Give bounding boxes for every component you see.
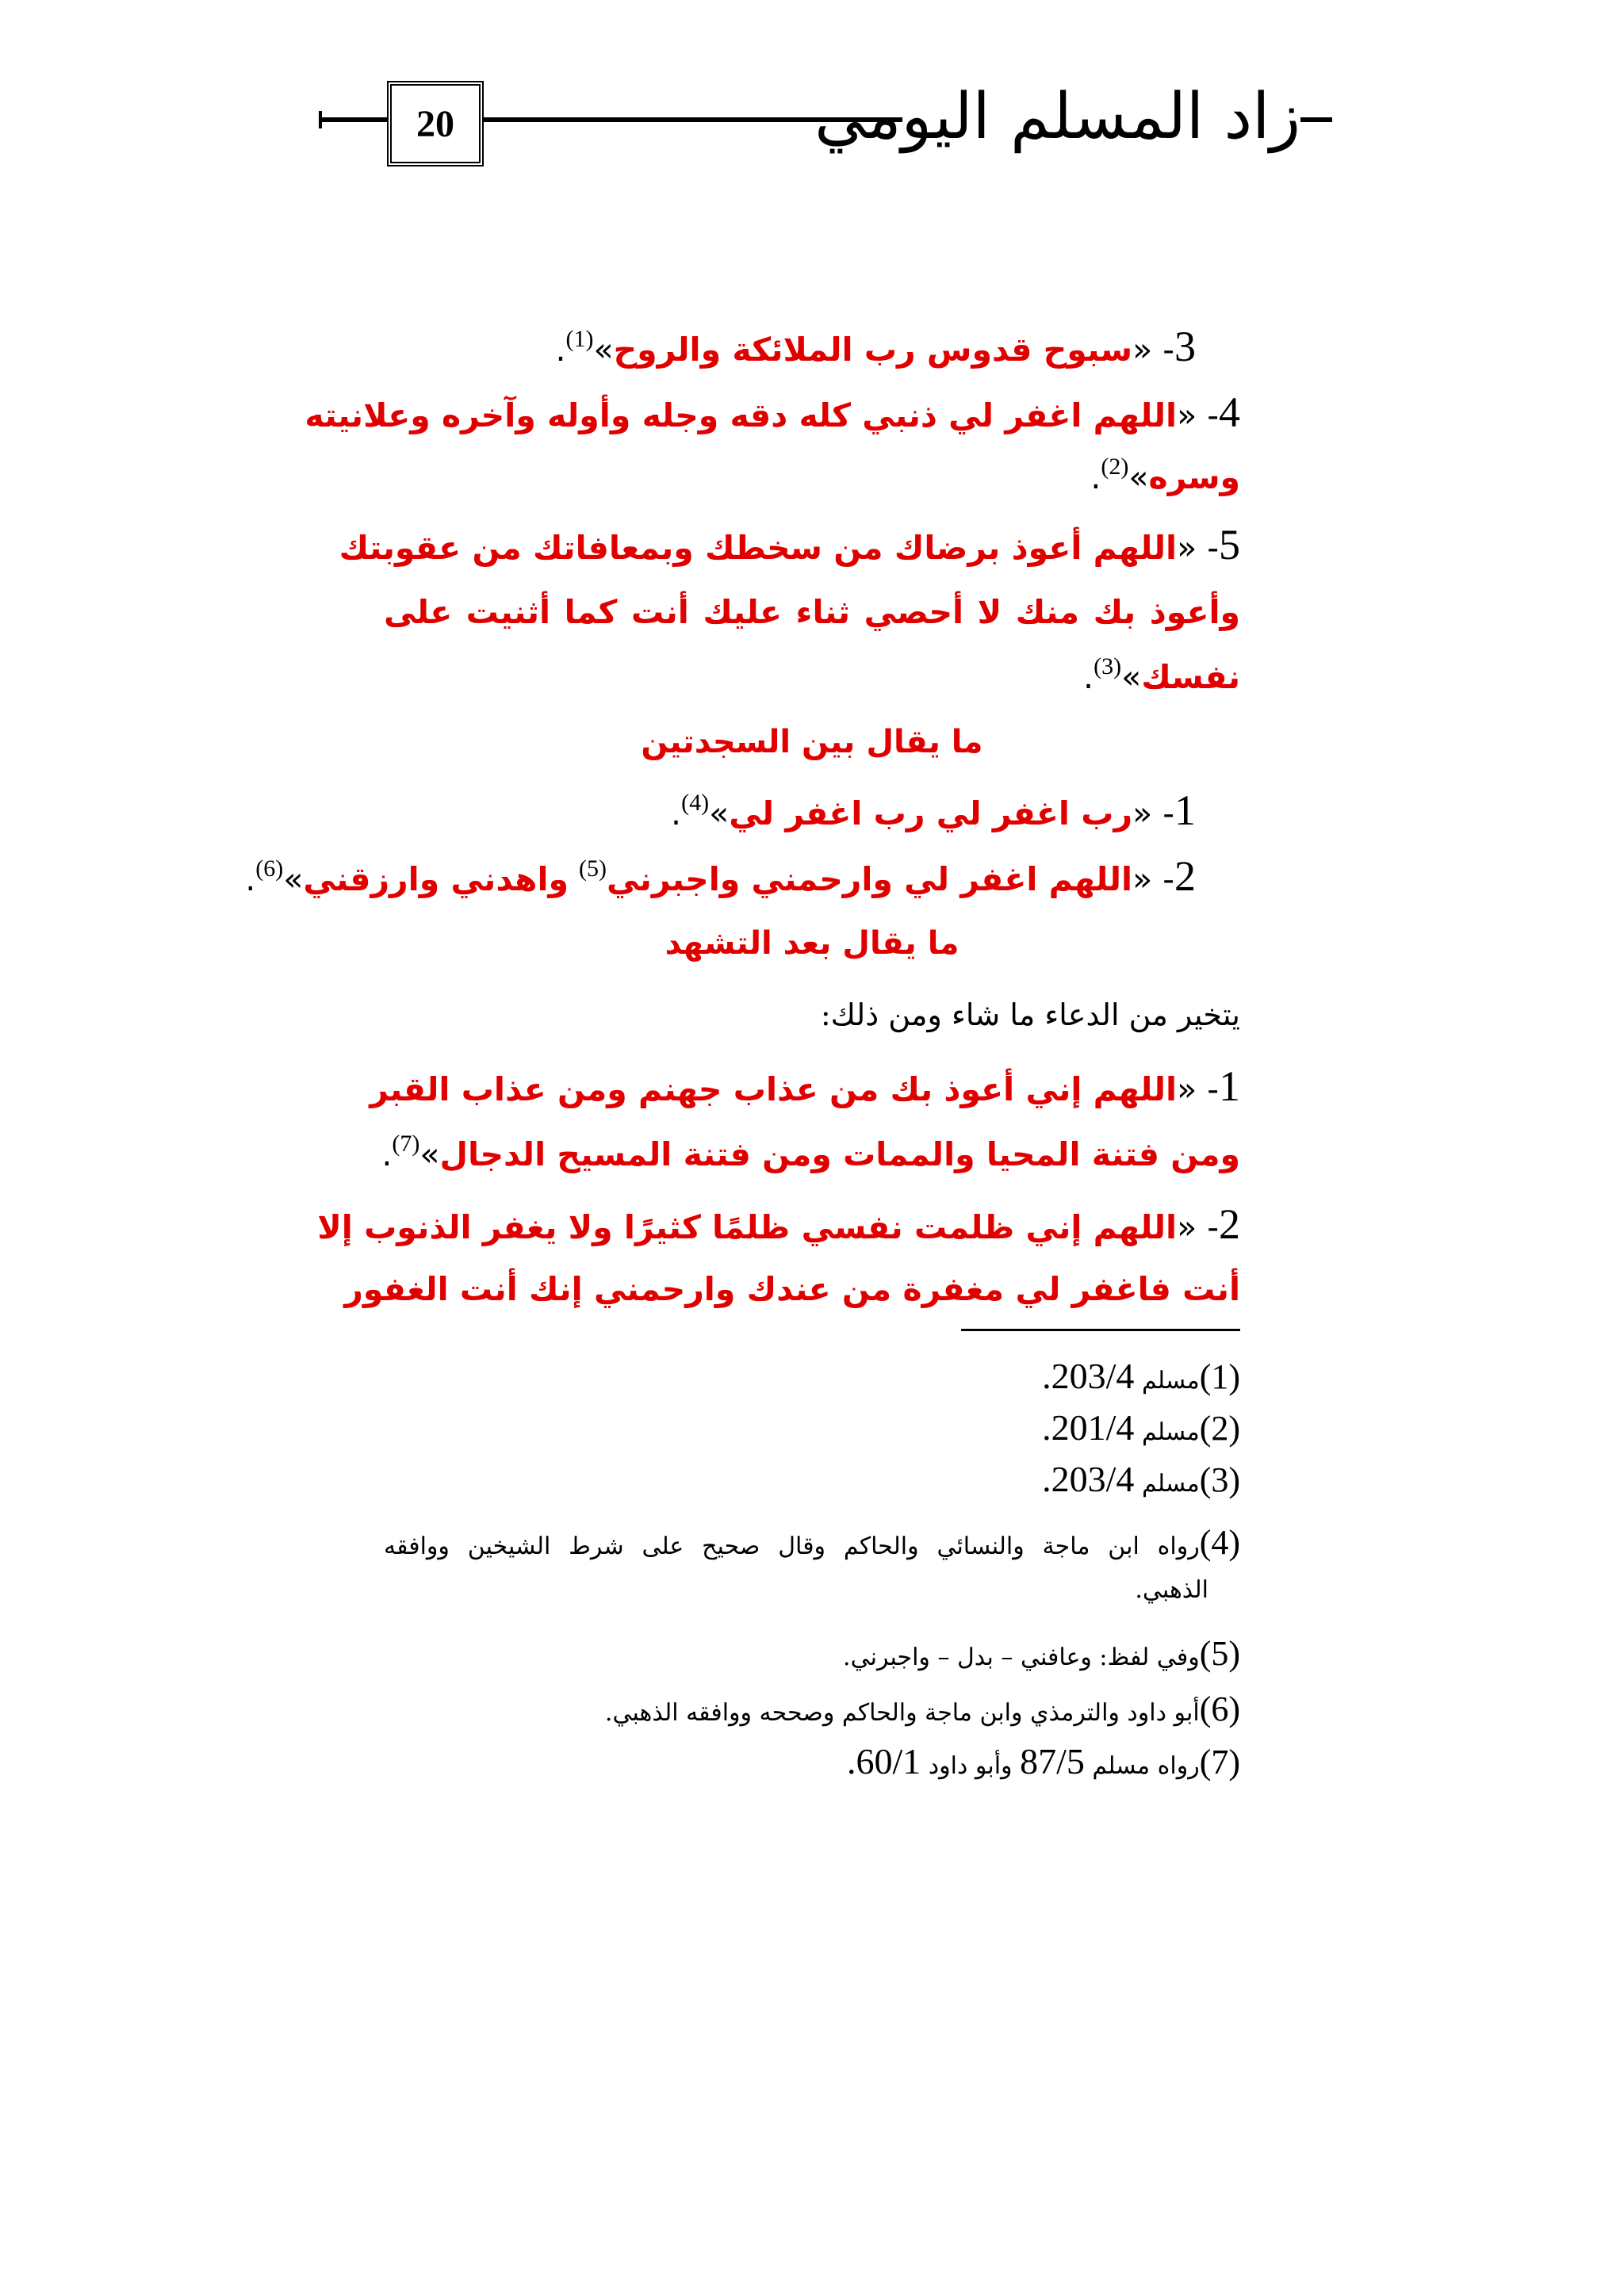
footnote-number: (1) — [1199, 1357, 1240, 1396]
footnote-marker: (2) — [1101, 453, 1129, 480]
item-number: 3 — [1174, 323, 1196, 370]
dua-text: اللهم اغفر لي وارحمني واجبرني — [607, 860, 1133, 898]
footnote-marker: (3) — [1094, 653, 1122, 679]
dua-text: وسره — [1148, 458, 1240, 496]
footnote-continuation: الذهبي. — [1135, 1576, 1208, 1604]
dua-text: رب اغفر لي رب اغفر لي — [729, 794, 1133, 832]
dua-line — [1083, 652, 1240, 702]
quote-close: » — [1121, 658, 1142, 696]
footnote — [847, 1741, 1240, 1787]
footnote-number: (7) — [1199, 1743, 1240, 1781]
item-number: 5 — [1219, 521, 1240, 568]
dua-line — [384, 587, 1240, 637]
dua-line — [317, 1199, 1240, 1253]
header-rule-right — [1300, 117, 1332, 122]
dua-line — [304, 387, 1240, 441]
footnote-number: (5) — [1199, 1634, 1240, 1673]
footnote-number: (3) — [1199, 1460, 1240, 1499]
footnote-text: وفي لفظ: وعافني – بدل – واجبرني. — [843, 1644, 1200, 1671]
period: . — [1042, 1459, 1051, 1499]
period: . — [245, 860, 256, 898]
dua-text: اللهم اغفر لي ذنبي كله دقه وجله وأوله وآخره وعلانيته — [304, 396, 1178, 434]
quote-open: - « — [1132, 860, 1174, 898]
item-number: 2 — [1174, 852, 1196, 900]
quote-close: » — [709, 794, 730, 832]
quote-open: - « — [1177, 529, 1219, 567]
footnote-ref: 60/1 — [856, 1741, 921, 1781]
period: . — [1083, 658, 1094, 696]
item-number: 2 — [1219, 1200, 1240, 1248]
dua-text: واهدني وارزقني — [303, 860, 569, 898]
footnote-text: مسلم — [1141, 1418, 1200, 1446]
footnote-number: (4) — [1199, 1523, 1240, 1562]
intro-line: يتخير من الدعاء ما شاء ومن ذلك: — [820, 997, 1240, 1032]
footnote-marker: (7) — [392, 1131, 420, 1157]
quote-open: - « — [1177, 1070, 1219, 1108]
dua-line — [671, 785, 1196, 839]
period: . — [671, 794, 682, 832]
period: . — [381, 1135, 393, 1173]
footnote-ref: 201/4 — [1051, 1407, 1135, 1448]
footnote — [1042, 1459, 1240, 1505]
section-heading: ما يقال بعد التشهد — [665, 925, 959, 962]
dua-line — [245, 851, 1196, 905]
period: . — [1042, 1407, 1051, 1448]
dua-text: ومن فتنة المحيا والممات ومن فتنة المسيح الدجال — [439, 1135, 1240, 1173]
footnote — [384, 1522, 1240, 1567]
item-number: 1 — [1219, 1062, 1240, 1110]
period: . — [1042, 1356, 1051, 1396]
quote-close: » — [593, 331, 614, 369]
footnote-marker: (4) — [681, 790, 710, 816]
section-heading: ما يقال بين السجدتين — [641, 724, 983, 760]
quote-close: » — [283, 860, 304, 898]
period: . — [555, 331, 566, 369]
quote-open: - « — [1132, 331, 1174, 369]
dua-line — [381, 1129, 1240, 1180]
quote-close: » — [1128, 458, 1149, 496]
dua-text: اللهم إني ظلمت نفسي ظلمًا كثيرًا ولا يغفر الذنوب إلا — [317, 1208, 1178, 1246]
quote-open: - « — [1177, 396, 1219, 434]
footnote-ref: 203/4 — [1051, 1459, 1135, 1499]
footnote-number: (6) — [1199, 1689, 1240, 1728]
footnote-separator — [961, 1329, 1240, 1331]
footnote — [1042, 1407, 1240, 1453]
footnote-text: أبو داود والترمذي وابن ماجة والحاكم وصححه ووافقه الذهبي. — [604, 1699, 1200, 1727]
dua-text: سبوح قدوس رب الملائكة والروح — [613, 331, 1133, 369]
footnote-ref: 87/5 — [1020, 1741, 1085, 1781]
item-number: 1 — [1174, 786, 1196, 834]
footnote-ref: 203/4 — [1051, 1356, 1135, 1396]
dua-line — [339, 519, 1240, 573]
dua-text: أنت فاغفر لي مغفرة من عندك وارحمني إنك أنت الغفور — [344, 1270, 1240, 1308]
quote-open: - « — [1132, 794, 1174, 832]
dua-text: اللهم أعوذ برضاك من سخطك وبمعافاتك من عقوبتك — [339, 529, 1178, 567]
dua-text: اللهم إني أعوذ بك من عذاب جهنم ومن عذاب القبر — [370, 1070, 1178, 1108]
footnote-marker: (1) — [565, 326, 594, 352]
period: . — [1090, 458, 1101, 496]
dua-line — [370, 1061, 1240, 1115]
dua-text: نفسك — [1141, 658, 1240, 696]
footnote — [605, 1689, 1240, 1734]
footnote — [1042, 1356, 1240, 1402]
footnote-text: مسلم — [1141, 1470, 1200, 1498]
quote-open: - « — [1177, 1208, 1219, 1246]
dua-line — [344, 1264, 1240, 1314]
period: . — [846, 1741, 856, 1781]
page-number: 20 — [387, 81, 484, 166]
footnote-text: وأبو داود — [928, 1752, 1013, 1780]
footnote-number: (2) — [1199, 1409, 1240, 1448]
footnote-text: رواه ابن ماجة والنسائي والحاكم وقال صحيح على شرط الشيخين ووافقه — [384, 1533, 1200, 1560]
footnote-text: رواه مسلم — [1092, 1752, 1200, 1780]
quote-close: » — [419, 1135, 440, 1173]
footnote — [843, 1633, 1240, 1678]
dua-line — [555, 321, 1196, 375]
dua-line — [1090, 452, 1240, 503]
footnote-marker: (6) — [255, 855, 284, 882]
book-title: زاد المسلم اليومي — [814, 79, 1300, 153]
item-number: 4 — [1219, 388, 1240, 436]
footnote-text: مسلم — [1141, 1367, 1200, 1395]
footnote-marker: (5) — [579, 855, 607, 882]
dua-text: وأعوذ بك منك لا أحصي ثناء عليك أنت كما أثنيت على — [384, 593, 1240, 631]
